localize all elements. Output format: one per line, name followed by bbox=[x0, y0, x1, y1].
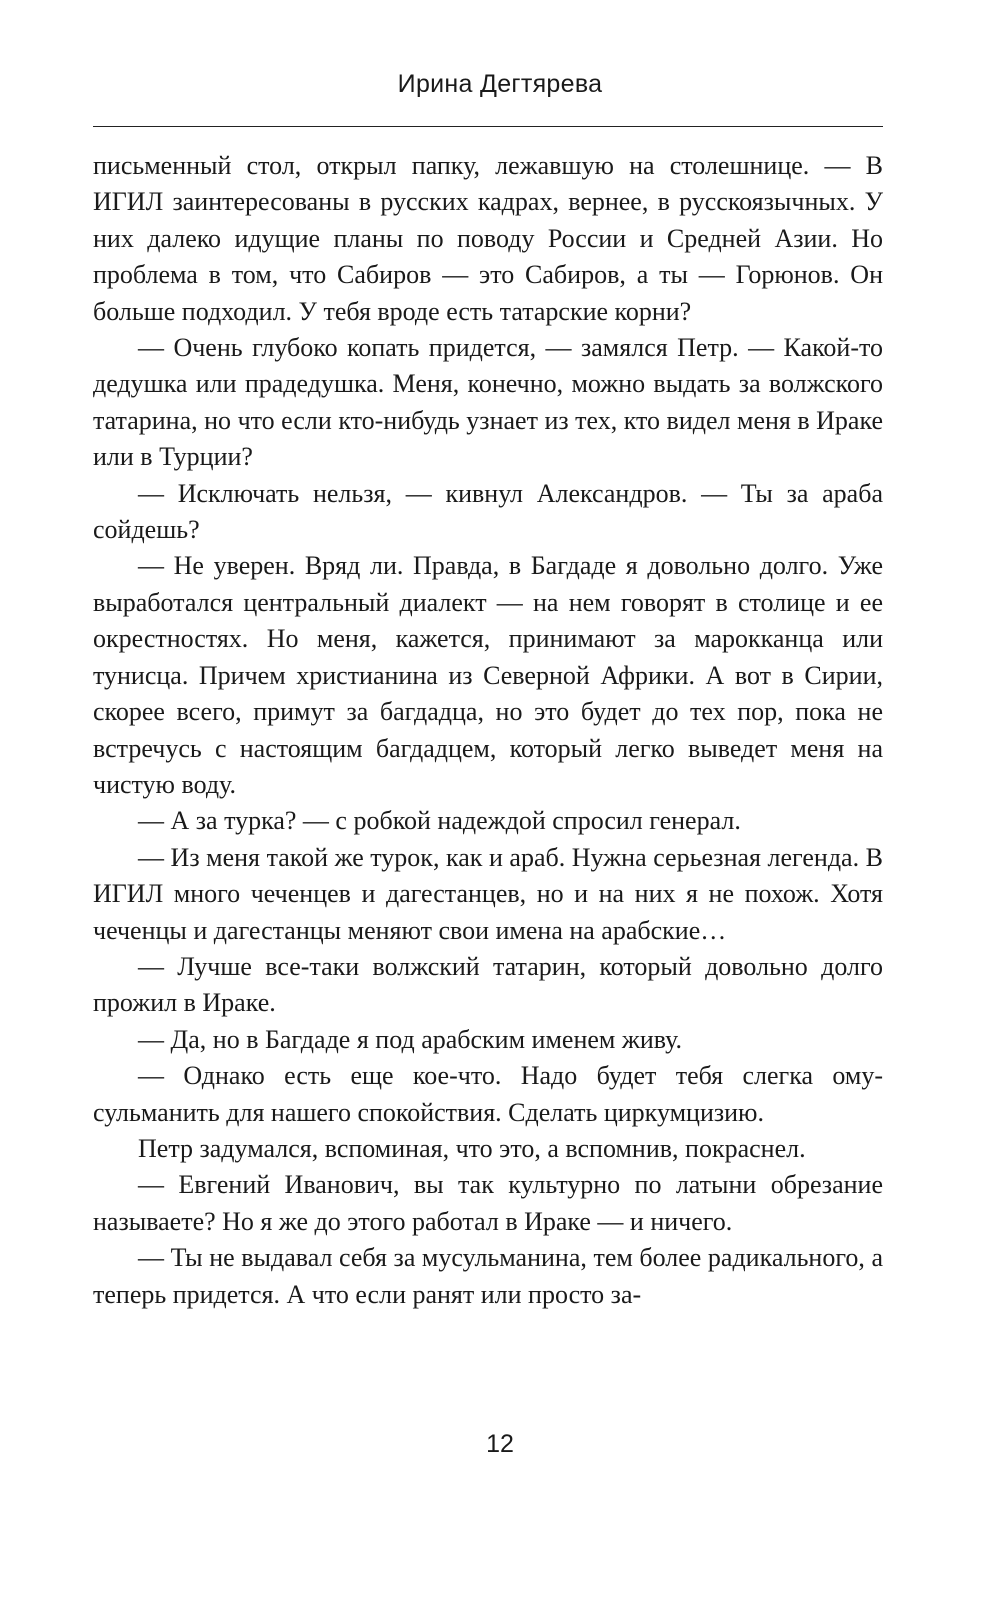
paragraph: — Ты не выдавал себя за мусульманина, тем более радикального, а теперь придется. А что если ранят или просто за- bbox=[93, 1243, 883, 1309]
paragraph: — Очень глубоко копать придется, — замялся Петр. — Какой-то дедушка или прадедушка. Меня, конечно, можно выдать за волжского татарина, но что если кто-нибудь узнает из тех, кто видел меня в Ираке или в Турции? bbox=[93, 333, 883, 472]
paragraph: — Не уверен. Вряд ли. Правда, в Багдаде я довольно долго. Уже выработался центральный диалект — на нем говорят в столице и ее окрестностях. Но меня, кажется, принимают за марокканца или тунисца. Причем христианина из Северной Африки. А вот в Сирии, скорее всего, примут за багдадца, но это будет до тех пор, пока не встречусь с настоящим багдадцем, который легко выведет меня на чистую воду. bbox=[93, 551, 883, 799]
paragraph: — Лучше все-таки волжский татарин, который довольно долго прожил в Ираке. bbox=[93, 951, 883, 1018]
paragraph: — Евгений Иванович, вы так культурно по латыни обрезание называете? Но я же до этого работал в Ираке — и ничего. bbox=[93, 1170, 883, 1236]
paragraph: — Однако есть еще кое-что. Надо будет тебя слегка омусульманить для нашего спокойствия. Сделать циркумцизию. bbox=[93, 1061, 883, 1127]
paragraph: — Исключать нельзя, — кивнул Александров. — Ты за араба сойдешь? bbox=[93, 478, 883, 545]
paragraph: — Да, но в Багдаде я под арабским именем живу. bbox=[138, 1024, 683, 1054]
body-text bbox=[93, 148, 883, 1313]
header-rule bbox=[93, 126, 883, 127]
paragraph: Петр задумался, вспоминая, что это, а вспомнив, покраснел. bbox=[138, 1133, 806, 1163]
running-head-author: Ирина Дегтярева bbox=[397, 70, 603, 98]
page-number: 12 bbox=[486, 1430, 514, 1458]
paragraph: — Из меня такой же турок, как и араб. Нужна серьезная легенда. В ИГИЛ много чеченцев и дагестанцев, но и на них я не похож. Хотя чеченцы и дагестанцы меняют свои имена на арабские… bbox=[93, 842, 883, 945]
paragraph: письменный стол, открыл папку, лежавшую на столешнице. — В ИГИЛ заинтересованы в русских кадрах, вернее, в русскоязычных. У них далеко идущие планы по поводу России и Средней Азии. Но проблема в том, что Сабиров — это Сабиров, а ты — Горюнов. Он больше подходил. У тебя вроде есть татарские корни? bbox=[93, 151, 883, 326]
paragraph: — А за турка? — с робкой надеждой спросил генерал. bbox=[138, 806, 741, 836]
